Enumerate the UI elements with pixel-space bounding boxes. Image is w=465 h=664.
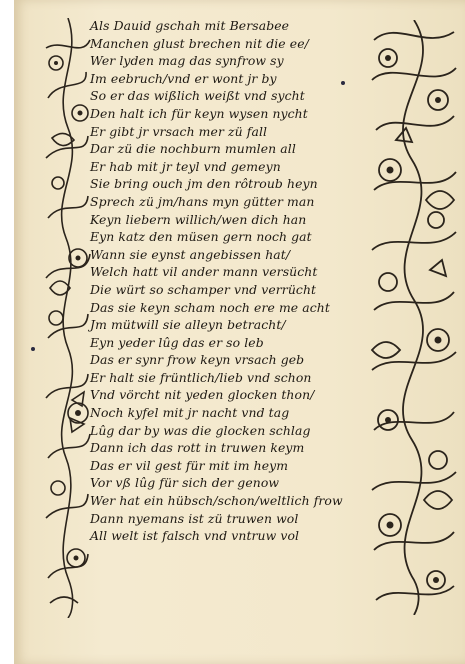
poem-line: Er hab mit jr teyl vnd gemeyn (90, 158, 281, 174)
poem-line: Wann sie eynst angebissen hat/ (90, 246, 291, 262)
poem-line: Vor vß lûg für sich der genow (90, 475, 280, 491)
right-floral-border-icon (366, 20, 462, 615)
poem-line: Jm mütwill sie alleyn betracht/ (90, 317, 286, 333)
poem-line: Sprech zü jm/hans myn gütter man (90, 193, 315, 209)
poem-line: Eyn yeder lûg das er so leb (90, 334, 264, 350)
poem-line: All welt ist falsch vnd vntruw vol (90, 528, 300, 544)
poem-line: Manchen glust brechen nit die ee/ (90, 35, 309, 51)
poem-line: Die würt so schamper vnd verrücht (90, 281, 317, 297)
book-page (14, 0, 465, 664)
poem-text-block (90, 17, 375, 545)
poem-line: Das sie keyn scham noch ere me acht (90, 299, 330, 315)
poem-line: Er gibt jr vrsach mer zü fall (90, 123, 268, 139)
poem-line: Wer hat ein hübsch/schon/weltlich frow (90, 493, 343, 509)
poem-line: Das er vil gest für mit im heym (90, 457, 289, 473)
poem-line: Den halt ich für keyn wysen nycht (90, 105, 308, 121)
ink-spot (31, 347, 35, 351)
poem-line: Wer lyden mag das synfrow sy (90, 53, 284, 69)
left-floral-border-icon (42, 18, 94, 618)
poem-line: Das er synr frow keyn vrsach geb (90, 352, 305, 368)
poem-line: Dar zü die nochburn mumlen all (90, 141, 296, 157)
poem-line: Lûg dar by was die glocken schlag (90, 422, 311, 438)
poem-line: Welch hatt vil ander mann versücht (90, 264, 318, 280)
poem-line: Noch kyfel mit jr nacht vnd tag (90, 405, 290, 421)
ink-spot (341, 81, 345, 85)
poem-line: Dann ich das rott in truwen keym (90, 440, 305, 456)
poem-line: Im eebruch/vnd er wont jr by (90, 70, 277, 86)
poem-line: Dann nyemans ist zü truwen wol (90, 510, 299, 526)
poem-line: Er halt sie früntlich/lieb vnd schon (90, 369, 312, 385)
poem-line: Keyn liebern willich/wen dich han (90, 211, 307, 227)
poem-line: Als Dauid gschah mit Bersabee (90, 18, 290, 33)
poem-line: Sie bring ouch jm den rôtroub heyn (90, 176, 318, 192)
poem-line: Eyn katz den müsen gern noch gat (90, 229, 312, 245)
poem-line: Vnd vörcht nit yeden glocken thon/ (90, 387, 315, 403)
poem-line: So er das wißlich weißt vnd sycht (90, 88, 305, 104)
